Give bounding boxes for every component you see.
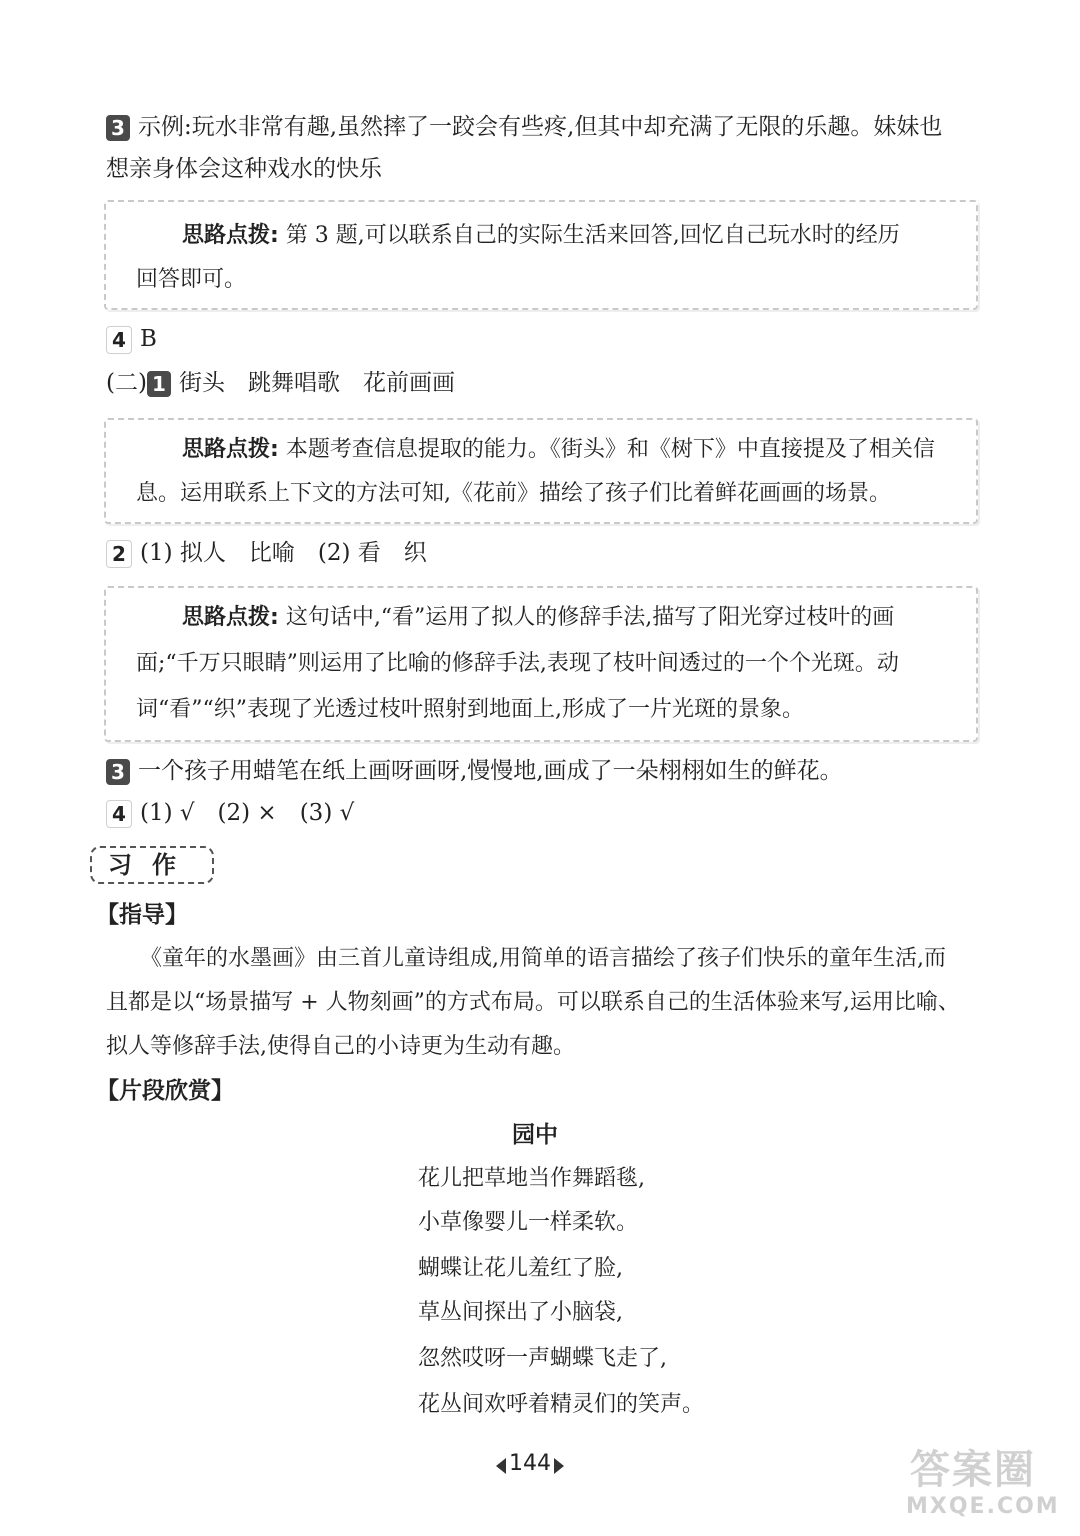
question-number-badge: 3 [106, 759, 130, 785]
part2-answer-2 [106, 538, 427, 568]
part2-answer-4 [106, 798, 354, 828]
tip-line [182, 596, 894, 640]
guide-label: 【指导】 [96, 902, 188, 928]
tip-heading: 思路点拨: [182, 223, 279, 248]
part-label: (二) [106, 370, 147, 396]
tip-box [104, 200, 978, 310]
guide-text-line: 拟人等修辞手法,使得自己的小诗更为生动有趣。 [106, 1034, 575, 1059]
part2-answer-3 [106, 756, 843, 786]
tip-line [182, 428, 935, 472]
answer-text: 一个孩子用蜡笔在纸上画呀画呀,慢慢地,画成了一朵栩栩如生的鲜花。 [138, 758, 843, 784]
tip-text: 这句话中,“看”运用了拟人的修辞手法,描写了阳光穿过枝叶的画 [285, 605, 895, 630]
tip-line: 词“看”“织”表现了光透过枝叶照射到地面上,形成了一片光斑的景象。 [136, 697, 804, 722]
answer-text: 示例:玩水非常有趣,虽然摔了一跤会有些疼,但其中却充满了无限的乐趣。妹妹也 [138, 114, 943, 140]
question-number-badge: 3 [106, 115, 130, 141]
poem-line: 花丛间欢呼着精灵们的笑声。 [418, 1392, 705, 1417]
tip-text: 本题考查信息提取的能力。《街头》和《树下》中直接提及了相关信 [285, 437, 935, 462]
guide-text-line: 且都是以“场景描写 + 人物刻画”的方式布局。可以联系自己的生活体验来写,运用比喻、 [106, 990, 960, 1015]
tip-box [104, 418, 978, 524]
answer-text: (1) 拟人 比喻 (2) 看 织 [140, 540, 427, 566]
right-triangle-icon [554, 1458, 564, 1474]
watermark-url: MXQE.COM [906, 1494, 1060, 1519]
page-number [496, 1450, 564, 1478]
question-number-badge: 4 [106, 326, 132, 354]
tip-heading: 思路点拨: [182, 437, 279, 462]
poem-title: 园中 [512, 1122, 558, 1148]
sample-label: 【片段欣赏】 [96, 1078, 234, 1104]
poem-line: 忽然哎呀一声蝴蝶飞走了, [418, 1346, 667, 1371]
answer-text: 街头 跳舞唱歌 花前画画 [178, 370, 455, 396]
watermark-logo: 答案圈 [910, 1447, 1036, 1493]
answer-3-line1 [106, 112, 942, 142]
tip-text: 第 3 题,可以联系自己的实际生活来回答,回忆自己玩水时的经历 [285, 223, 900, 248]
tip-box [104, 586, 978, 742]
tip-line [182, 214, 900, 258]
question-number-badge: 2 [106, 540, 132, 568]
answer-text: (1) √ (2) × (3) √ [140, 800, 355, 826]
part2-answer-1 [106, 368, 455, 398]
answer-4 [106, 324, 157, 354]
poem-line: 小草像婴儿一样柔软。 [418, 1210, 639, 1235]
tip-line: 回答即可。 [136, 267, 247, 292]
section-title-writing: 习作 [90, 846, 214, 884]
page-number-text: 144 [509, 1451, 551, 1476]
poem-line: 草丛间探出了小脑袋, [418, 1300, 623, 1325]
poem-line: 蝴蝶让花儿羞红了脸, [418, 1256, 623, 1281]
tip-line: 息。运用联系上下文的方法可知,《花前》描绘了孩子们比着鲜花画画的场景。 [136, 481, 891, 506]
tip-heading: 思路点拨: [182, 605, 279, 630]
answer-3-line2: 想亲身体会这种戏水的快乐 [106, 156, 382, 182]
guide-text-line: 《童年的水墨画》由三首儿童诗组成,用简单的语言描绘了孩子们快乐的童年生活,而 [140, 946, 946, 971]
tip-line: 面;“千万只眼睛”则运用了比喻的修辞手法,表现了枝叶间透过的一个个光斑。动 [136, 651, 899, 676]
poem-line: 花儿把草地当作舞蹈毯, [418, 1166, 645, 1191]
question-number-badge: 4 [106, 800, 132, 828]
question-number-badge: 1 [147, 371, 171, 397]
left-triangle-icon [496, 1458, 506, 1474]
answer-text: B [140, 326, 157, 352]
